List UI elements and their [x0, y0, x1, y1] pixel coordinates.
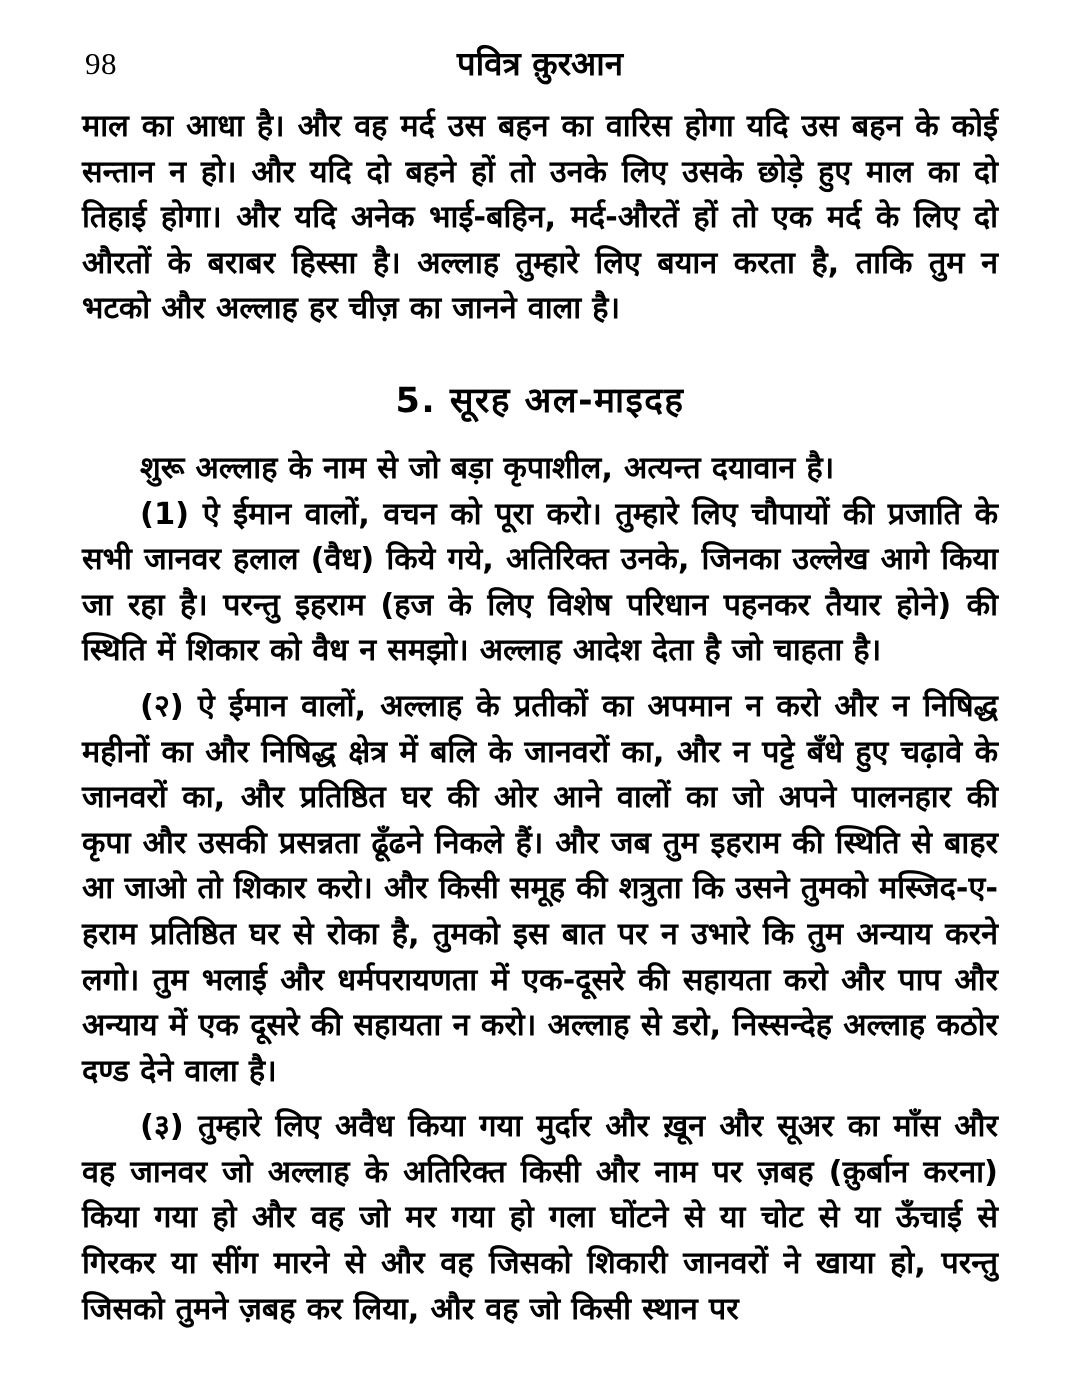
continued-paragraph: माल का आधा है। और वह मर्द उस बहन का वारिस होगा यदि उस बहन के कोई सन्तान न हो। और यदि दो बहने हों तो उनके लिए उसके छोड़े हुए माल का दो तिहाई होगा। और यदि अनेक भाई-बहिन, मर्द-औरतें हों तो एक मर्द के लिए दो औरतों के बराबर हिस्सा है। अल्लाह तुम्हारे लिए बयान करता है, ताकि तुम न भटको और अल्लाह हर चीज़ का जानने वाला है।: [82, 109, 998, 327]
verse-number-3: (३): [140, 1109, 184, 1145]
verse-paragraph-2: [82, 684, 998, 1094]
verse-text-1: ऐ ईमान वालों, वचन को पूरा करो। तुम्हारे लिए चौपायों की प्रजाति के सभी जानवर हलाल (वैध) किये गये, अतिरिक्त उनके, जिनका उल्लेख आगे किया जा रहा है। परन्तु इहराम (हज के लिए विशेष परिधान पहनकर तैयार होने) की स्थिति में शिकार को वैध न समझो। अल्लाह आदेश देता है जो चाहता है।: [82, 496, 998, 669]
bismillah-line: शुरू अल्लाह के नाम से जो बड़ा कृपाशील, अत्यन्त दयावान है।: [140, 450, 835, 486]
verse-paragraph-1: [82, 492, 998, 674]
surah-heading: 5. सूरह अल-माइदह: [395, 380, 685, 421]
spacer-verse-1-2: [82, 674, 998, 684]
verse-number-1: (1): [140, 496, 190, 532]
verse-paragraph-3: [82, 1104, 998, 1332]
verse-text-3: तुम्हारे लिए अवैध किया गया मुर्दार और ख़ून और सूअर का माँस और वह जानवर जो अल्लाह के अतिरिक्त किसी और नाम पर ज़बह (क़ुर्बान करना) किया गया हो और वह जो मर गया हो गला घोंटने से या चोट से या ऊँचाई से गिरकर या सींग मारने से और वह जिसको शिकारी जानवरों ने खाया हो, परन्तु जिसको तुमने ज़बह कर लिया, और वह जो किसी स्थान पर: [82, 1109, 998, 1327]
running-head: [85, 40, 995, 88]
spacer-before-heading: [82, 332, 998, 376]
spacer-verse-2-3: [82, 1094, 998, 1104]
text-block: [82, 104, 998, 1332]
spacer-after-heading: [82, 426, 998, 446]
verse-number-2: (२): [140, 688, 184, 724]
page-number: 98: [85, 46, 117, 81]
verse-text-2: ऐ ईमान वालों, अल्लाह के प्रतीकों का अपमान न करो और न निषिद्ध महीनों का और निषिद्ध क्षेत्र में बलि के जानवरों का, और न पट्टे बँधे हुए चढ़ावे के जानवरों का, और प्रतिष्ठित घर की ओर आने वालों का जो अपने पालनहार की कृपा और उसकी प्रसन्नता ढूँढने निकले हैं। और जब तुम इहराम की स्थिति से बाहर आ जाओ तो शिकार करो। और किसी समूह की शत्रुता कि उसने तुमको मस्जिद-ए-हराम प्रतिष्ठित घर से रोका है, तुमको इस बात पर न उभारे कि तुम अन्याय करने लगो। तुम भलाई और धर्मपरायणता में एक-दूसरे की सहायता करो और पाप और अन्याय में एक दूसरे की सहायता न करो। अल्लाह से डरो, निस्सन्देह अल्लाह कठोर दण्ड देने वाला है।: [82, 688, 998, 1089]
running-head-title: पवित्र क़ुरआन: [456, 44, 624, 83]
